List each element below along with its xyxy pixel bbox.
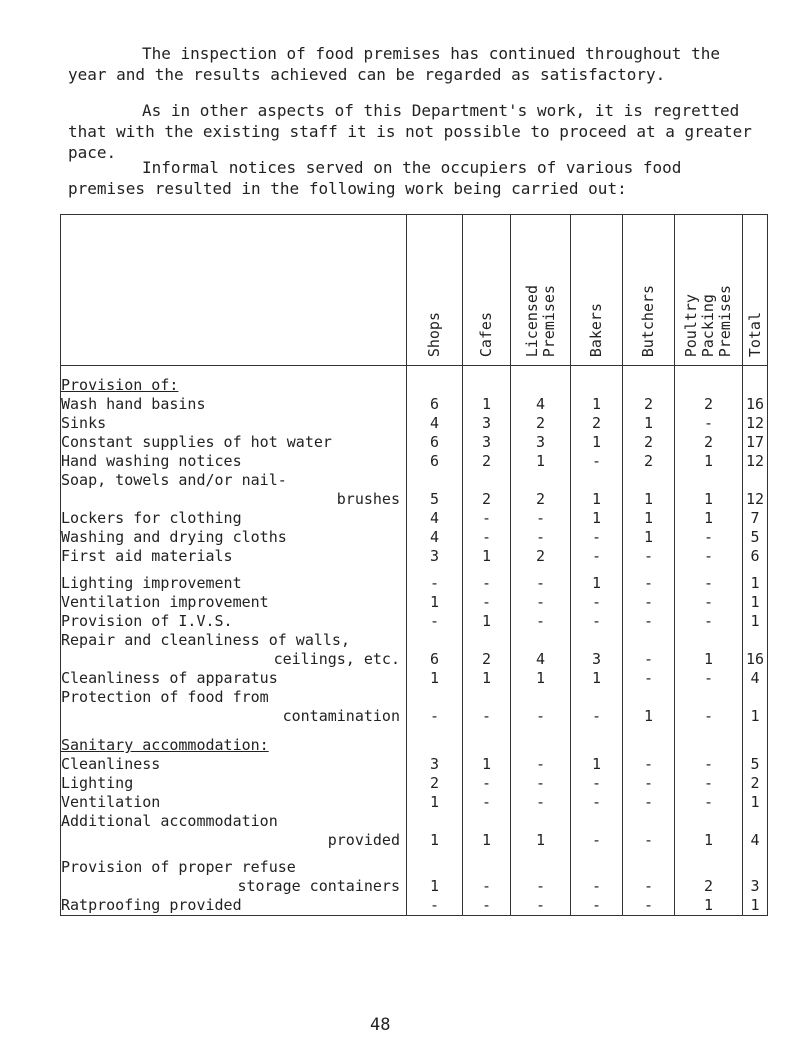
cell-value: - [407,896,463,916]
cell-value: 2 [623,452,675,471]
cell-value: 3 [511,433,571,452]
cell-value: 4 [511,395,571,414]
cell-value: 3 [463,433,511,452]
cell-value: 1 [675,631,743,669]
cell-value: 1 [407,593,463,612]
cell-value: - [675,793,743,812]
table-row [61,669,768,688]
cell-value: 1 [511,452,571,471]
cell-value: 1 [743,688,768,726]
table-row [61,395,768,414]
cell-value: - [511,528,571,547]
row-label [61,858,407,896]
section-heading-row [61,726,768,755]
row-label [61,547,407,566]
cell-value: 1 [463,395,511,414]
cell-value: 12 [743,414,768,433]
table-row [61,414,768,433]
cell-value: 3 [743,858,768,896]
cell-value: 2 [463,631,511,669]
cell-value: - [675,574,743,593]
cell-value: 12 [743,452,768,471]
cell-value: 1 [571,395,623,414]
cell-value: 1 [571,509,623,528]
row-label-text: Ventilation [61,793,161,811]
cell-value: 2 [743,774,768,793]
cell-value: 5 [407,471,463,509]
cell-value: - [623,593,675,612]
cell-value: 1 [571,433,623,452]
cell-value: - [407,612,463,631]
cell-value: - [511,858,571,896]
cell-value: 3 [407,755,463,774]
row-label-text: Repair and cleanliness of walls, [61,631,350,649]
cell-value: - [407,688,463,726]
table-row [61,793,768,812]
table-row [61,812,768,850]
works-table [60,214,768,916]
row-label [61,593,407,612]
cell-value: 2 [675,395,743,414]
cell-value: 2 [463,471,511,509]
cell-value: 1 [571,755,623,774]
row-label-text: Cleanliness [61,755,161,773]
row-label [61,631,407,669]
row-label-text: Washing and drying cloths [61,528,287,546]
cell-value: 2 [675,858,743,896]
cell-value: - [463,509,511,528]
cell-value: 2 [407,774,463,793]
cell-value: - [571,774,623,793]
section-heading: Provision of: [61,366,407,396]
cell-value: - [675,774,743,793]
cell-value: 1 [743,612,768,631]
cell-value: - [571,896,623,916]
cell-value: 16 [743,395,768,414]
cell-value: 4 [407,509,463,528]
cell-value: 6 [743,547,768,566]
row-label-continuation: brushes [336,490,400,508]
cell-value: - [511,774,571,793]
cell-value: 6 [407,452,463,471]
cell-value: 5 [743,755,768,774]
cell-value: - [571,528,623,547]
cell-value: - [675,612,743,631]
row-label [61,774,407,793]
cell-value: 1 [463,755,511,774]
row-label [61,452,407,471]
row-label-text: Wash hand basins [61,395,206,413]
row-label-text: Lockers for clothing [61,509,242,527]
row-label-text: Protection of food from [61,688,269,706]
column-header: Poultry Packing Premises [675,215,743,366]
table-row [61,509,768,528]
row-label-text: Ratproofing provided [61,896,242,914]
cell-value: 1 [623,471,675,509]
row-label-text: Provision of proper refuse [61,858,296,876]
cell-value: - [675,414,743,433]
cell-value: 1 [571,574,623,593]
table-row [61,858,768,896]
table-row [61,774,768,793]
cell-value: 1 [743,896,768,916]
row-label-text: Provision of I.V.S. [61,612,233,630]
row-label [61,755,407,774]
section-heading-row [61,366,768,396]
table-row [61,896,768,916]
cell-value: - [511,896,571,916]
cell-value: - [571,452,623,471]
cell-value: 1 [675,452,743,471]
table-row [61,547,768,566]
table-row [61,631,768,669]
row-label-text: Ventilation improvement [61,593,269,611]
intro-paragraph: The inspection of food premises has continued throughout the year and the results achieved can be regarded as satisfactory. [68,44,720,84]
cell-value: 4 [511,631,571,669]
cell-value: - [623,774,675,793]
row-label-text: Lighting [61,774,134,792]
cell-value: - [571,593,623,612]
cell-value: - [623,612,675,631]
cell-value: - [463,688,511,726]
row-label-text: Soap, towels and/or nail- [61,471,287,489]
table-row [61,528,768,547]
row-label-text: Constant supplies of hot water [61,433,332,451]
cell-value: - [407,574,463,593]
page-number: 48 [370,1015,391,1035]
row-label [61,471,407,509]
cell-value: - [623,896,675,916]
cell-value: - [463,528,511,547]
cell-value: - [511,509,571,528]
column-header: Cafes [463,215,511,366]
row-label-text: Cleanliness of apparatus [61,669,278,687]
table-row [61,593,768,612]
cell-value: 1 [463,669,511,688]
cell-value: - [511,574,571,593]
table-row [61,688,768,726]
cell-value: - [675,688,743,726]
cell-value: 6 [407,395,463,414]
cell-value: 3 [407,547,463,566]
cell-value: - [571,612,623,631]
cell-value: 4 [743,812,768,850]
row-label-continuation: contamination [282,707,400,725]
row-label [61,509,407,528]
cell-value: - [675,593,743,612]
cell-value: 1 [511,812,571,850]
cell-value: 1 [511,669,571,688]
cell-value: 1 [407,858,463,896]
cell-value: - [511,612,571,631]
column-header: Total [743,215,768,366]
cell-value: 12 [743,471,768,509]
row-label-continuation: storage containers [237,877,400,895]
cell-value: 16 [743,631,768,669]
row-label [61,669,407,688]
table-row [61,755,768,774]
cell-value: 1 [463,547,511,566]
cell-value: - [571,858,623,896]
spacer-row [61,566,768,574]
cell-value: 2 [571,414,623,433]
cell-value: 4 [743,669,768,688]
cell-value: 7 [743,509,768,528]
cell-value: 1 [463,812,511,850]
cell-value: - [463,896,511,916]
cell-value: - [675,669,743,688]
row-label [61,812,407,850]
cell-value: 1 [463,612,511,631]
cell-value: 1 [675,471,743,509]
cell-value: - [623,755,675,774]
row-label-text: Lighting improvement [61,574,242,592]
cell-value: - [675,547,743,566]
column-header: Bakers [571,215,623,366]
row-label-text: Hand washing notices [61,452,242,470]
cell-value: - [623,793,675,812]
row-label-continuation: ceilings, etc. [273,650,400,668]
cell-value: - [675,528,743,547]
row-label [61,395,407,414]
cell-value: 2 [511,547,571,566]
cell-value: - [571,688,623,726]
cell-value: - [623,669,675,688]
cell-value: 1 [675,896,743,916]
cell-value: 1 [675,812,743,850]
cell-value: 2 [511,471,571,509]
row-label [61,793,407,812]
cell-value: 2 [623,395,675,414]
cell-value: 1 [407,793,463,812]
row-label [61,528,407,547]
row-label [61,896,407,916]
table-row [61,452,768,471]
cell-value: 4 [407,528,463,547]
column-header: Butchers [623,215,675,366]
column-header: Licensed Premises [511,215,571,366]
cell-value: - [623,812,675,850]
notices-paragraph: Informal notices served on the occupiers of various food premises resulted in the following work being carried out: [68,158,682,198]
table-row [61,471,768,509]
cell-value: - [571,547,623,566]
cell-value: 3 [571,631,623,669]
cell-value: - [675,755,743,774]
row-label [61,612,407,631]
cell-value: 1 [675,509,743,528]
cell-value: 1 [571,471,623,509]
row-label-text: First aid materials [61,547,233,565]
cell-value: - [623,631,675,669]
cell-value: 1 [623,509,675,528]
cell-value: - [623,858,675,896]
cell-value: 1 [743,793,768,812]
cell-value: - [571,793,623,812]
column-header: Shops [407,215,463,366]
row-label [61,574,407,593]
cell-value: 1 [743,574,768,593]
cell-value: - [571,812,623,850]
blank-header [61,215,407,366]
table-row [61,574,768,593]
cell-value: 3 [463,414,511,433]
cell-value: 1 [571,669,623,688]
table-row [61,433,768,452]
cell-value: - [511,593,571,612]
cell-value: 2 [511,414,571,433]
cell-value: 1 [407,669,463,688]
row-label [61,688,407,726]
row-label-continuation: provided [327,831,400,849]
cell-value: 6 [407,631,463,669]
cell-value: - [463,793,511,812]
table-row [61,612,768,631]
cell-value: 1 [623,688,675,726]
cell-value: - [511,793,571,812]
cell-value: 1 [407,812,463,850]
cell-value: 1 [623,414,675,433]
cell-value: 6 [407,433,463,452]
row-label-text: Additional accommodation [61,812,278,830]
cell-value: - [463,774,511,793]
section-heading: Sanitary accommodation: [61,726,407,755]
row-label [61,433,407,452]
cell-value: 2 [463,452,511,471]
cell-value: 1 [743,593,768,612]
row-label-text: Sinks [61,414,107,432]
cell-value: - [623,547,675,566]
table-header-row [61,215,768,366]
cell-value: 2 [623,433,675,452]
cell-value: 5 [743,528,768,547]
cell-value: 17 [743,433,768,452]
staff-paragraph: As in other aspects of this Department's work, it is regretted that with the existing staff it is not possible to proceed at a greater pace. [68,101,752,162]
cell-value: - [463,858,511,896]
cell-value: 4 [407,414,463,433]
cell-value: - [463,574,511,593]
cell-value: - [511,688,571,726]
row-label [61,414,407,433]
cell-value: - [511,755,571,774]
cell-value: - [463,593,511,612]
cell-value: 2 [675,433,743,452]
spacer-row [61,850,768,858]
cell-value: - [623,574,675,593]
cell-value: 1 [623,528,675,547]
